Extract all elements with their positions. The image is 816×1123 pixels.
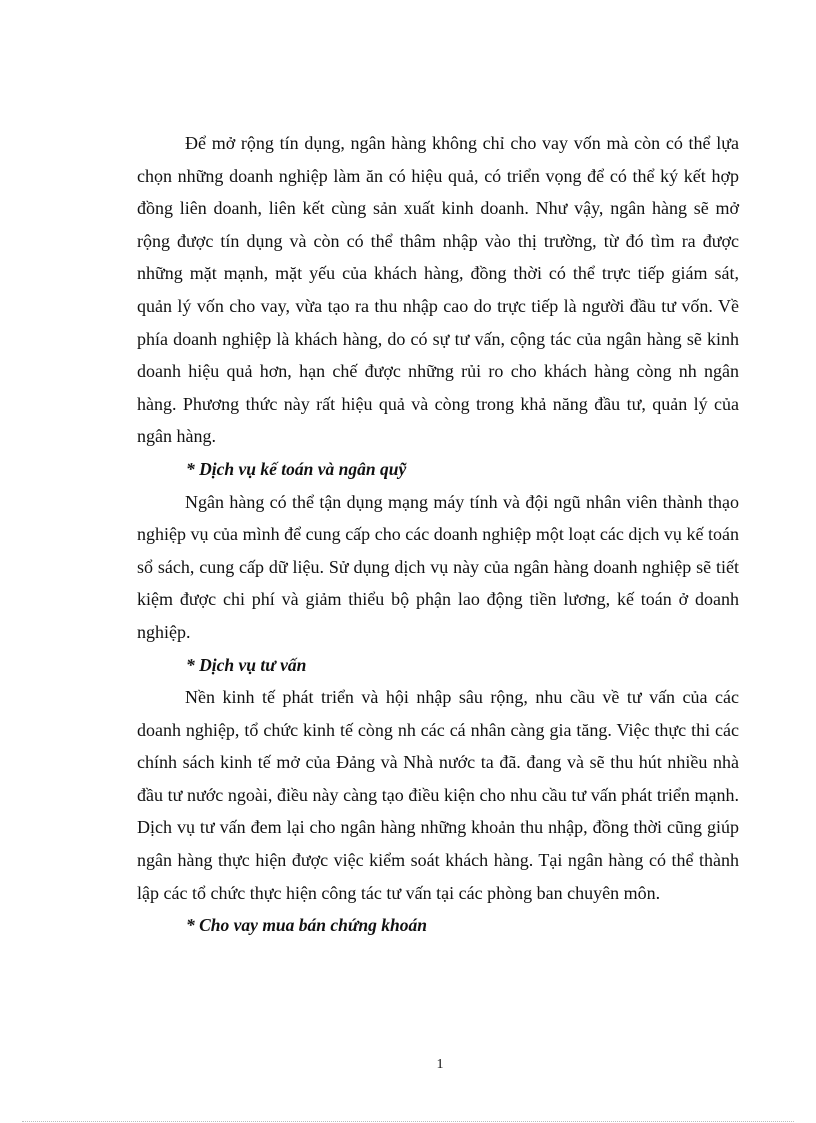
- heading-consulting-service: * Dịch vụ tư vấn: [186, 654, 307, 675]
- heading-accounting-and-treasury-service: * Dịch vụ kế toán và ngân quỹ: [186, 458, 407, 479]
- paragraph-accounting-service: Ngân hàng có thể tận dụng mạng máy tính và đội ngũ nhân viên thành thạo nghiệp vụ của mình để cung cấp cho các doanh nghiệp một loạt các dịch vụ kế toán sổ sách, cung cấp dữ liệu. Sử dụng dịch vụ này của ngân hàng doanh nghiệp sẽ tiết kiệm được chi phí và giảm thiểu bộ phận lao động tiền lương, kế toán ở doanh nghiệp.: [137, 491, 739, 642]
- heading-securities-trading-loan: * Cho vay mua bán chứng khoán: [186, 915, 427, 936]
- page-number: 1: [436, 1057, 444, 1072]
- page-bottom-divider: [22, 1121, 794, 1122]
- paragraph-consulting-service: Nền kinh tế phát triển và hội nhập sâu rộng, nhu cầu về tư vấn của các doanh nghiệp, tổ chức kinh tế còng nh các cá nhân càng gia tăng. Việc thực thi các chính sách kinh tế mở của Đảng và Nhà nước ta đã. đang và sẽ thu hút nhiều nhà đầu tư nước ngoài, điều này càng tạo điều kiện cho nhu cầu tư vấn phát triển mạnh. Dịch vụ tư vấn đem lại cho ngân hàng những khoản thu nhập, đồng thời cũng giúp ngân hàng thực hiện được việc kiểm soát khách hàng. Tại ngân hàng có thể thành lập các tổ chức thực hiện công tác tư vấn tại các phòng ban chuyên môn.: [137, 687, 739, 903]
- paragraph-joint-venture-credit: Để mở rộng tín dụng, ngân hàng không chỉ cho vay vốn mà còn có thể lựa chọn những doanh nghiệp làm ăn có hiệu quả, có triển vọng để có thể ký kết hợp đồng liên doanh, liên kết cùng sản xuất kinh doanh. Như vậy, ngân hàng sẽ mở rộng được tín dụng và còn có thể thâm nhập vào thị trường, từ đó tìm ra được những mặt mạnh, mặt yếu của khách hàng, đồng thời có thể trực tiếp giám sát, quản lý vốn cho vay, vừa tạo ra thu nhập cao do trực tiếp là người đầu tư vốn. Về phía doanh nghiệp là khách hàng, do có sự tư vấn, cộng tác của ngân hàng sẽ kinh doanh hiệu quả hơn, hạn chế được những rủi ro cho khách hàng còng nh ngân hàng. Phương thức này rất hiệu quả và còng trong khả năng đầu tư, quản lý của ngân hàng.: [137, 133, 739, 447]
- document-body: [137, 127, 739, 942]
